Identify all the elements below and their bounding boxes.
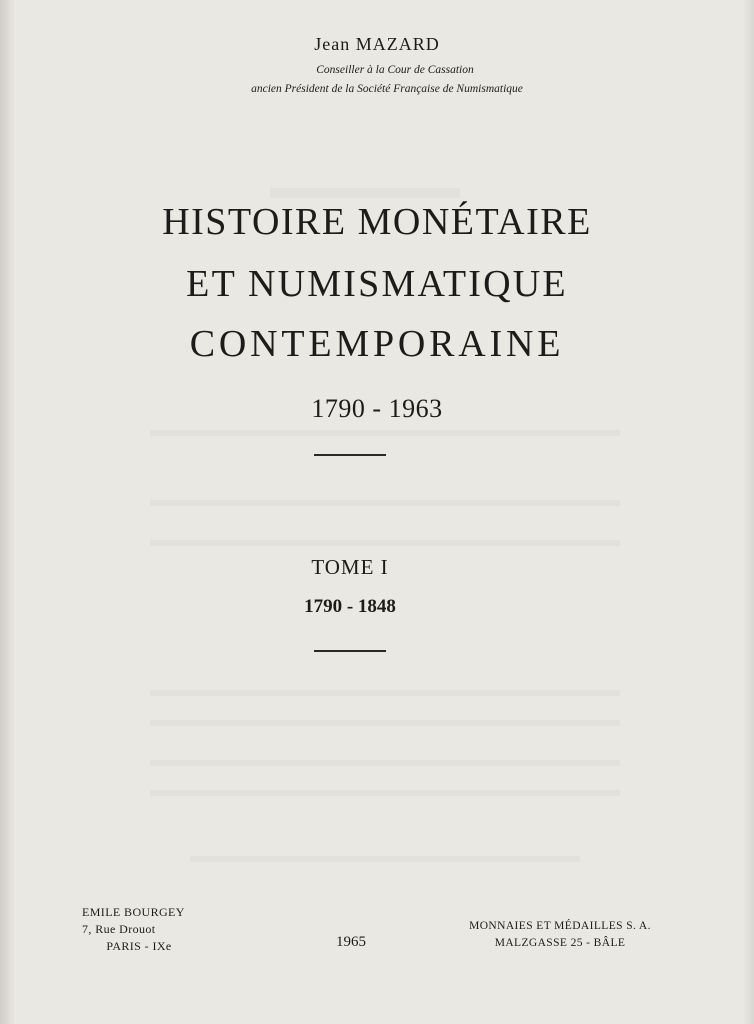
- publisher-city: PARIS - IXe: [106, 939, 172, 953]
- page-edge-shadow: [744, 0, 754, 1024]
- bleed-through-mark: [150, 540, 620, 546]
- bleed-through-mark: [150, 690, 620, 696]
- book-title-line-2: ET NUMISMATIQUE: [186, 263, 568, 305]
- book-years: 1790 - 1963: [311, 394, 443, 423]
- bleed-through-mark: [150, 760, 620, 766]
- book-title-line-1: HISTOIRE MONÉTAIRE: [162, 201, 592, 243]
- bleed-through-mark: [150, 430, 620, 436]
- publication-year: 1965: [336, 934, 366, 950]
- publisher-name: EMILE BOURGEY: [82, 905, 185, 919]
- publisher-address: 7, Rue Drouot: [82, 922, 156, 936]
- distributor-name: MONNAIES ET MÉDAILLES S. A.: [469, 920, 651, 932]
- bleed-through-mark: [150, 790, 620, 796]
- distributor-block: [455, 918, 665, 952]
- author-title-line-1: Conseiller à la Cour de Cassation: [316, 64, 474, 76]
- bleed-through-mark: [190, 856, 580, 862]
- divider-rule: [314, 650, 386, 652]
- volume-label: TOME I: [311, 555, 389, 579]
- page-gutter-shadow: [0, 0, 14, 1024]
- bleed-through-mark: [150, 720, 620, 726]
- divider-rule: [314, 454, 386, 456]
- bleed-through-mark: [270, 188, 460, 198]
- distributor-address: MALZGASSE 25 - BÂLE: [494, 937, 626, 949]
- volume-years: 1790 - 1848: [304, 596, 396, 617]
- author-name: Jean MAZARD: [314, 34, 440, 54]
- book-title-line-3: CONTEMPORAINE: [189, 323, 565, 365]
- author-title-line-2: ancien Président de la Société Française de Numismatique: [251, 83, 523, 95]
- bleed-through-mark: [150, 500, 620, 506]
